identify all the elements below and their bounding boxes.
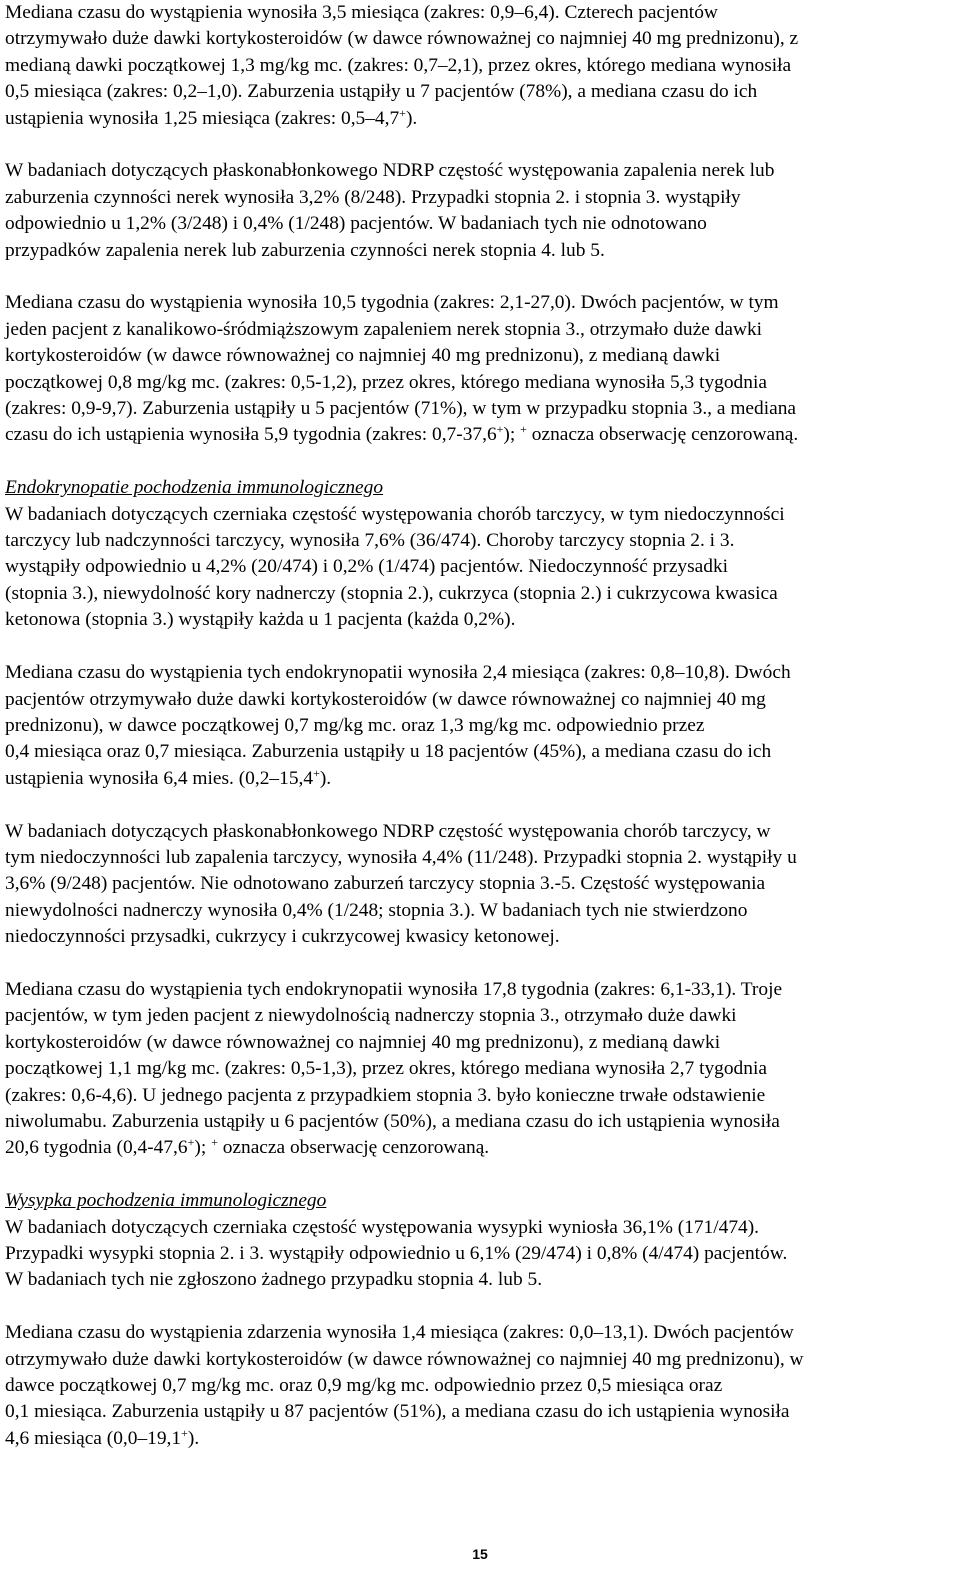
text-line: tarczycy lub nadczynności tarczycy, wynosiła 7,6% (36/474). Choroby tarczycy stopnia 2. i 3. (5, 530, 735, 552)
text-segment: ustąpienia wynosiła 1,25 miesiąca (zakres: 0,5–4,7 (5, 107, 400, 129)
text-line (5, 766, 955, 792)
text-line: otrzymywało duże dawki kortykosteroidów (w dawce równoważnej co najmniej 40 mg prednizonu), w (5, 1348, 804, 1370)
text-segment: 20,6 tygodnia (0,4-47,6 (5, 1137, 188, 1159)
text-line: 3,6% (9/248) pacjentów. Nie odnotowano zaburzeń tarczycy stopnia 3.-5. Częstość występowania (5, 873, 766, 895)
section-rash (5, 1188, 955, 1294)
text-line: niewydolności nadnerczy wynosiła 0,4% (1/248; stopnia 3.). W badaniach tych nie stwierdzono (5, 899, 748, 921)
text-segment: ). (319, 767, 332, 789)
text-line: tym niedoczynności lub zapalenia tarczycy, wynosiła 4,4% (11/248). Przypadki stopnia 2. wystąpiły u (5, 846, 797, 868)
text-line: zaburzenia czynności nerek wynosiła 3,2% (8/248). Przypadki stopnia 2. i stopnia 3. wystąpiły (5, 186, 741, 208)
paragraph-nsclc-thyroid (5, 819, 955, 951)
text-segment: ustąpienia wynosiła 6,4 mies. (0,2–15,4 (5, 767, 314, 789)
text-line: początkowej 1,1 mg/kg mc. (zakres: 0,5-1,3), przez okres, którego mediana wynosiła 2,7 tygodnia (5, 1058, 767, 1080)
censored-marker: + (211, 1135, 218, 1150)
text-line: 0,5 miesiąca (zakres: 0,2–1,0). Zaburzenia ustąpiły u 7 pacjentów (78%), a mediana czasu do ich (5, 81, 758, 103)
text-line: W badaniach dotyczących czerniaka częstość występowania chorób tarczycy, w tym niedoczynności (5, 503, 785, 525)
text-line: 0,1 miesiąca. Zaburzenia ustąpiły u 87 pacjentów (51%), a mediana czasu do ich ustąpienia wynosiła (5, 1401, 790, 1423)
paragraph-renal-time-to-onset (5, 0, 955, 132)
text-line: Mediana czasu do wystąpienia wynosiła 10,5 tygodnia (zakres: 2,1-27,0). Dwóch pacjentów, w tym (5, 292, 779, 314)
section-heading: Wysypka pochodzenia immunologicznego (5, 1190, 327, 1212)
text-line: kortykosteroidów (w dawce równoważnej co najmniej 40 mg prednizonu), z medianą dawki (5, 345, 721, 367)
text-line: dawce początkowej 0,7 mg/kg mc. oraz 0,9 mg/kg mc. odpowiednio przez 0,5 miesiąca oraz (5, 1375, 723, 1396)
text-segment: czasu do ich ustąpienia wynosiła 5,9 tygodnia (zakres: 0,7-37,6 (5, 424, 497, 446)
text-line: ketonowa (stopnia 3.) wystąpiły każda u 1 pacjenta (każda 0,2%). (5, 609, 516, 631)
text-line: (stopnia 3.), niewydolność kory nadnerczy (stopnia 2.), cukrzyca (stopnia 2.) i cukrzycowa kwasica (5, 582, 778, 604)
paragraph-nsclc-renal-time-to-onset (5, 290, 955, 448)
text-line: niwolumabu. Zaburzenia ustąpiły u 6 pacjentów (50%), a mediana czasu do ich ustąpienia wynosiła (5, 1110, 780, 1132)
text-line: (zakres: 0,9-9,7). Zaburzenia ustąpiły u 5 pacjentów (71%), w tym w przypadku stopnia 3., a mediana (5, 398, 797, 420)
text-line: niedoczynności przysadki, cukrzycy i cukrzycowej kwasicy ketonowej. (5, 926, 560, 948)
text-line (5, 1135, 955, 1161)
section-endocrinopathies (5, 475, 955, 633)
text-line: medianą dawki początkowej 1,3 mg/kg mc. (zakres: 0,7–2,1), przez okres, którego mediana wynosiła (5, 54, 792, 76)
text-line (5, 422, 955, 448)
text-line: początkowej 0,8 mg/kg mc. (zakres: 0,5-1,2), przez okres, którego mediana wynosiła 5,3 tygodnia (5, 371, 767, 393)
text-line: jeden pacjent z kanalikowo-śródmiąższowym zapaleniem nerek stopnia 3., otrzymało duże dawki (5, 318, 763, 340)
text-segment: oznacza obserwację cenzorowaną. (217, 1137, 490, 1159)
text-line: W badaniach dotyczących płaskonabłonkowego NDRP częstość występowania zapalenia nerek lub (5, 160, 775, 182)
censored-marker: + (187, 1135, 195, 1150)
text-line: odpowiednio u 1,2% (3/248) i 0,4% (1/248) pacjentów. W badaniach tych nie odnotowano (5, 213, 707, 235)
text-segment: ). (187, 1427, 200, 1449)
document-page (5, 0, 955, 1452)
censored-marker: + (399, 105, 406, 120)
text-segment: oznacza obserwację cenzorowaną. (526, 424, 799, 446)
text-segment: ); (503, 424, 516, 446)
text-line: pacjentów otrzymywało duże dawki kortykosteroidów (w dawce równoważnej co najmniej 40 mg (5, 688, 766, 710)
censored-marker: + (313, 765, 320, 780)
text-line: pacjentów, w tym jeden pacjent z niewydolnością nadnerczy stopnia 3., otrzymało duże dawki (5, 1005, 737, 1027)
text-segment: ). (405, 107, 418, 129)
text-line: 0,4 miesiąca oraz 0,7 miesiąca. Zaburzenia ustąpiły u 18 pacjentów (45%), a mediana czasu do ich (5, 741, 772, 763)
text-line (5, 106, 955, 132)
paragraph-rash-time-to-onset (5, 1320, 955, 1452)
censored-marker: + (520, 422, 527, 437)
text-line: W badaniach dotyczących płaskonabłonkowego NDRP częstość występowania chorób tarczycy, w (5, 820, 771, 842)
section-heading: Endokrynopatie pochodzenia immunologicznego (5, 477, 384, 499)
text-line: Mediana czasu do wystąpienia wynosiła 3,5 miesiąca (zakres: 0,9–6,4). Czterech pacjentów (5, 2, 718, 23)
text-line: W badaniach tych nie zgłoszono żadnego przypadku stopnia 4. lub 5. (5, 1269, 543, 1291)
text-line: Przypadki wysypki stopnia 2. i 3. wystąpiły odpowiednio u 6,1% (29/474) i 0,8% (4/474) pacjentów. (5, 1242, 788, 1264)
paragraph-nsclc-endo-time-to-onset (5, 977, 955, 1162)
text-line: Mediana czasu do wystąpienia tych endokrynopatii wynosiła 2,4 miesiąca (zakres: 0,8–10,8). Dwóch (5, 662, 791, 684)
text-line: Mediana czasu do wystąpienia tych endokrynopatii wynosiła 17,8 tygodnia (zakres: 6,1-33,1). Troje (5, 978, 783, 1000)
censored-marker: + (496, 422, 504, 437)
paragraph-nsclc-renal (5, 158, 955, 264)
censored-marker: + (181, 1425, 188, 1440)
text-segment: ); (194, 1137, 207, 1159)
text-line: przypadków zapalenia nerek lub zaburzenia czynności nerek stopnia 4. lub 5. (5, 239, 605, 261)
text-line: wystąpiły odpowiednio u 4,2% (20/474) i 0,2% (1/474) pacjentów. Niedoczynność przysadki (5, 556, 729, 578)
text-line: otrzymywało duże dawki kortykosteroidów (w dawce równoważnej co najmniej 40 mg prednizonu), z (5, 28, 799, 50)
text-line: Mediana czasu do wystąpienia zdarzenia wynosiła 1,4 miesiąca (zakres: 0,0–13,1). Dwóch pacjentów (5, 1322, 794, 1344)
paragraph-endo-time-to-onset (5, 660, 955, 792)
text-line (5, 1426, 955, 1452)
text-line: kortykosteroidów (w dawce równoważnej co najmniej 40 mg prednizonu), z medianą dawki (5, 1031, 721, 1053)
text-line: W badaniach dotyczących czerniaka częstość występowania wysypki wyniosła 36,1% (171/474). (5, 1216, 760, 1238)
text-segment: 4,6 miesiąca (0,0–19,1 (5, 1427, 182, 1449)
text-line: prednizonu), w dawce początkowej 0,7 mg/kg mc. oraz 1,3 mg/kg mc. odpowiednio przez (5, 714, 705, 736)
page-number: 15 (472, 1546, 488, 1562)
text-line: (zakres: 0,6-4,6). U jednego pacjenta z przypadkiem stopnia 3. było konieczne trwałe odstawienie (5, 1084, 766, 1106)
